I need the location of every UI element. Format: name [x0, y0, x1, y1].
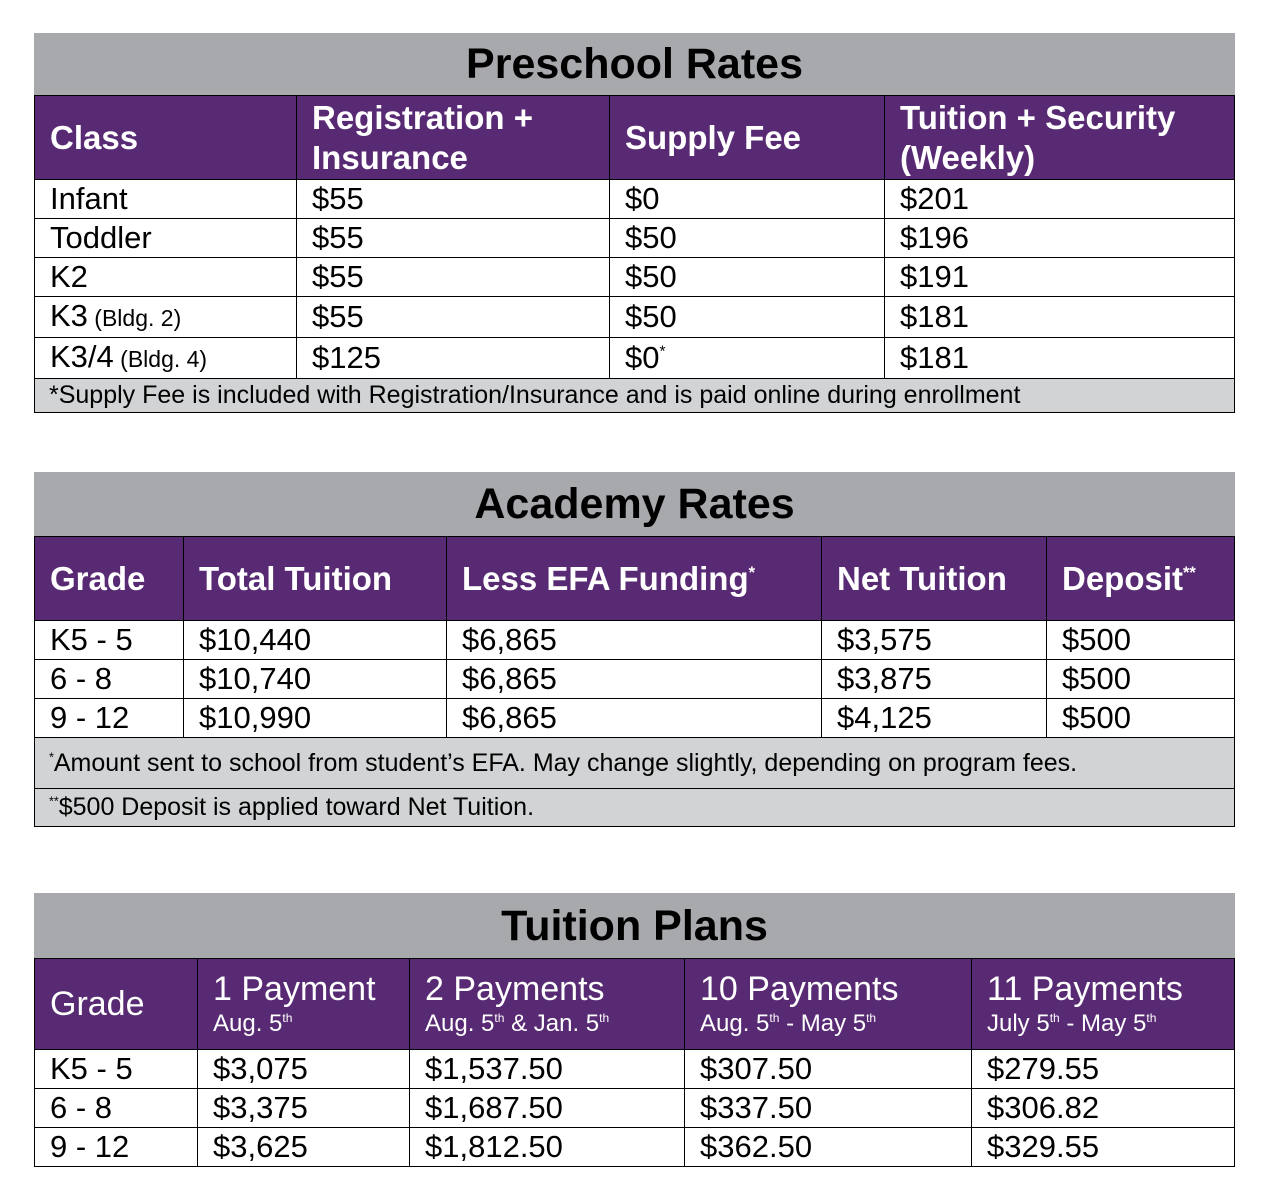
table-row [35, 1050, 1235, 1089]
grade-cell: 9 - 12 [35, 1128, 198, 1167]
eleven-payments-cell: $279.55 [972, 1050, 1235, 1089]
tuition-cell: $181 [885, 297, 1235, 338]
col-grade: Grade [35, 537, 184, 621]
supply-fee-cell: $50 [610, 258, 885, 297]
class-cell: K3 (Bldg. 2) [35, 297, 297, 338]
one-payment-cell: $3,375 [198, 1089, 410, 1128]
tuition-plans-table [34, 893, 1235, 1167]
total-tuition-cell: $10,440 [184, 621, 447, 660]
academy-footnote-efa: *Amount sent to school from student’s EFA. May change slightly, depending on program fees. [35, 738, 1235, 789]
supply-fee-cell: $0 [610, 180, 885, 219]
table-row [35, 338, 1235, 379]
plan-dates: July 5th - May 5th [987, 1010, 1157, 1037]
class-building-note: (Bldg. 4) [113, 346, 208, 372]
preschool-footnote: *Supply Fee is included with Registration/Insurance and is paid online during enrollment [35, 379, 1235, 413]
supply-fee-cell: $50 [610, 219, 885, 258]
net-tuition-cell: $3,875 [822, 660, 1047, 699]
tuition-cell: $191 [885, 258, 1235, 297]
net-tuition-cell: $3,575 [822, 621, 1047, 660]
deposit-cell: $500 [1047, 660, 1235, 699]
class-cell: Toddler [35, 219, 297, 258]
tuition-cell: $196 [885, 219, 1235, 258]
preschool-rates-table [34, 33, 1235, 413]
table-row [35, 1089, 1235, 1128]
efa-funding-cell: $6,865 [447, 660, 822, 699]
col-plan-4: 11 Payments July 5th - May 5th [972, 959, 1235, 1050]
supply-fee-cell: $0* [610, 338, 885, 379]
col-plan-1: 1 Payment Aug. 5th [198, 959, 410, 1050]
grade-cell: K5 - 5 [35, 1050, 198, 1089]
col-tuition-security: Tuition + Security (Weekly) [885, 96, 1235, 180]
col-registration: Registration + Insurance [297, 96, 610, 180]
table-row [35, 219, 1235, 258]
total-tuition-cell: $10,740 [184, 660, 447, 699]
col-class: Class [35, 96, 297, 180]
class-cell: Infant [35, 180, 297, 219]
class-cell: K2 [35, 258, 297, 297]
tuition-cell: $181 [885, 338, 1235, 379]
registration-cell: $55 [297, 180, 610, 219]
table-row [35, 180, 1235, 219]
col-total-tuition: Total Tuition [184, 537, 447, 621]
table-row [35, 699, 1235, 738]
grade-cell: K5 - 5 [35, 621, 184, 660]
plan-dates: Aug. 5th & Jan. 5th [425, 1010, 610, 1037]
col-plan-2: 2 Payments Aug. 5th & Jan. 5th [410, 959, 685, 1050]
supply-fee-cell: $50 [610, 297, 885, 338]
col-plan-3: 10 Payments Aug. 5th - May 5th [685, 959, 972, 1050]
plan-dates: Aug. 5th [213, 1010, 293, 1037]
grade-cell: 9 - 12 [35, 699, 184, 738]
deposit-cell: $500 [1047, 699, 1235, 738]
total-tuition-cell: $10,990 [184, 699, 447, 738]
registration-cell: $55 [297, 219, 610, 258]
eleven-payments-cell: $329.55 [972, 1128, 1235, 1167]
two-payments-cell: $1,812.50 [410, 1128, 685, 1167]
ten-payments-cell: $307.50 [685, 1050, 972, 1089]
col-net-tuition: Net Tuition [822, 537, 1047, 621]
one-payment-cell: $3,075 [198, 1050, 410, 1089]
plans-title: Tuition Plans [35, 894, 1235, 959]
grade-cell: 6 - 8 [35, 1089, 198, 1128]
table-row [35, 1128, 1235, 1167]
registration-cell: $125 [297, 338, 610, 379]
eleven-payments-cell: $306.82 [972, 1089, 1235, 1128]
registration-cell: $55 [297, 258, 610, 297]
two-payments-cell: $1,687.50 [410, 1089, 685, 1128]
class-cell: K3/4 (Bldg. 4) [35, 338, 297, 379]
academy-title: Academy Rates [35, 473, 1235, 537]
efa-funding-cell: $6,865 [447, 699, 822, 738]
preschool-title: Preschool Rates [35, 34, 1235, 96]
table-row [35, 660, 1235, 699]
two-payments-cell: $1,537.50 [410, 1050, 685, 1089]
tuition-cell: $201 [885, 180, 1235, 219]
academy-rates-table [34, 472, 1235, 827]
deposit-cell: $500 [1047, 621, 1235, 660]
table-row [35, 621, 1235, 660]
ten-payments-cell: $337.50 [685, 1089, 972, 1128]
plan-dates: Aug. 5th - May 5th [700, 1010, 877, 1037]
ten-payments-cell: $362.50 [685, 1128, 972, 1167]
col-grade: Grade [35, 959, 198, 1050]
table-row [35, 258, 1235, 297]
col-deposit: Deposit** [1047, 537, 1235, 621]
academy-footnote-deposit: **$500 Deposit is applied toward Net Tuition. [35, 789, 1235, 827]
grade-cell: 6 - 8 [35, 660, 184, 699]
one-payment-cell: $3,625 [198, 1128, 410, 1167]
class-building-note: (Bldg. 2) [87, 305, 182, 331]
net-tuition-cell: $4,125 [822, 699, 1047, 738]
efa-funding-cell: $6,865 [447, 621, 822, 660]
registration-cell: $55 [297, 297, 610, 338]
col-efa-funding: Less EFA Funding* [447, 537, 822, 621]
table-row [35, 297, 1235, 338]
col-supply-fee: Supply Fee [610, 96, 885, 180]
